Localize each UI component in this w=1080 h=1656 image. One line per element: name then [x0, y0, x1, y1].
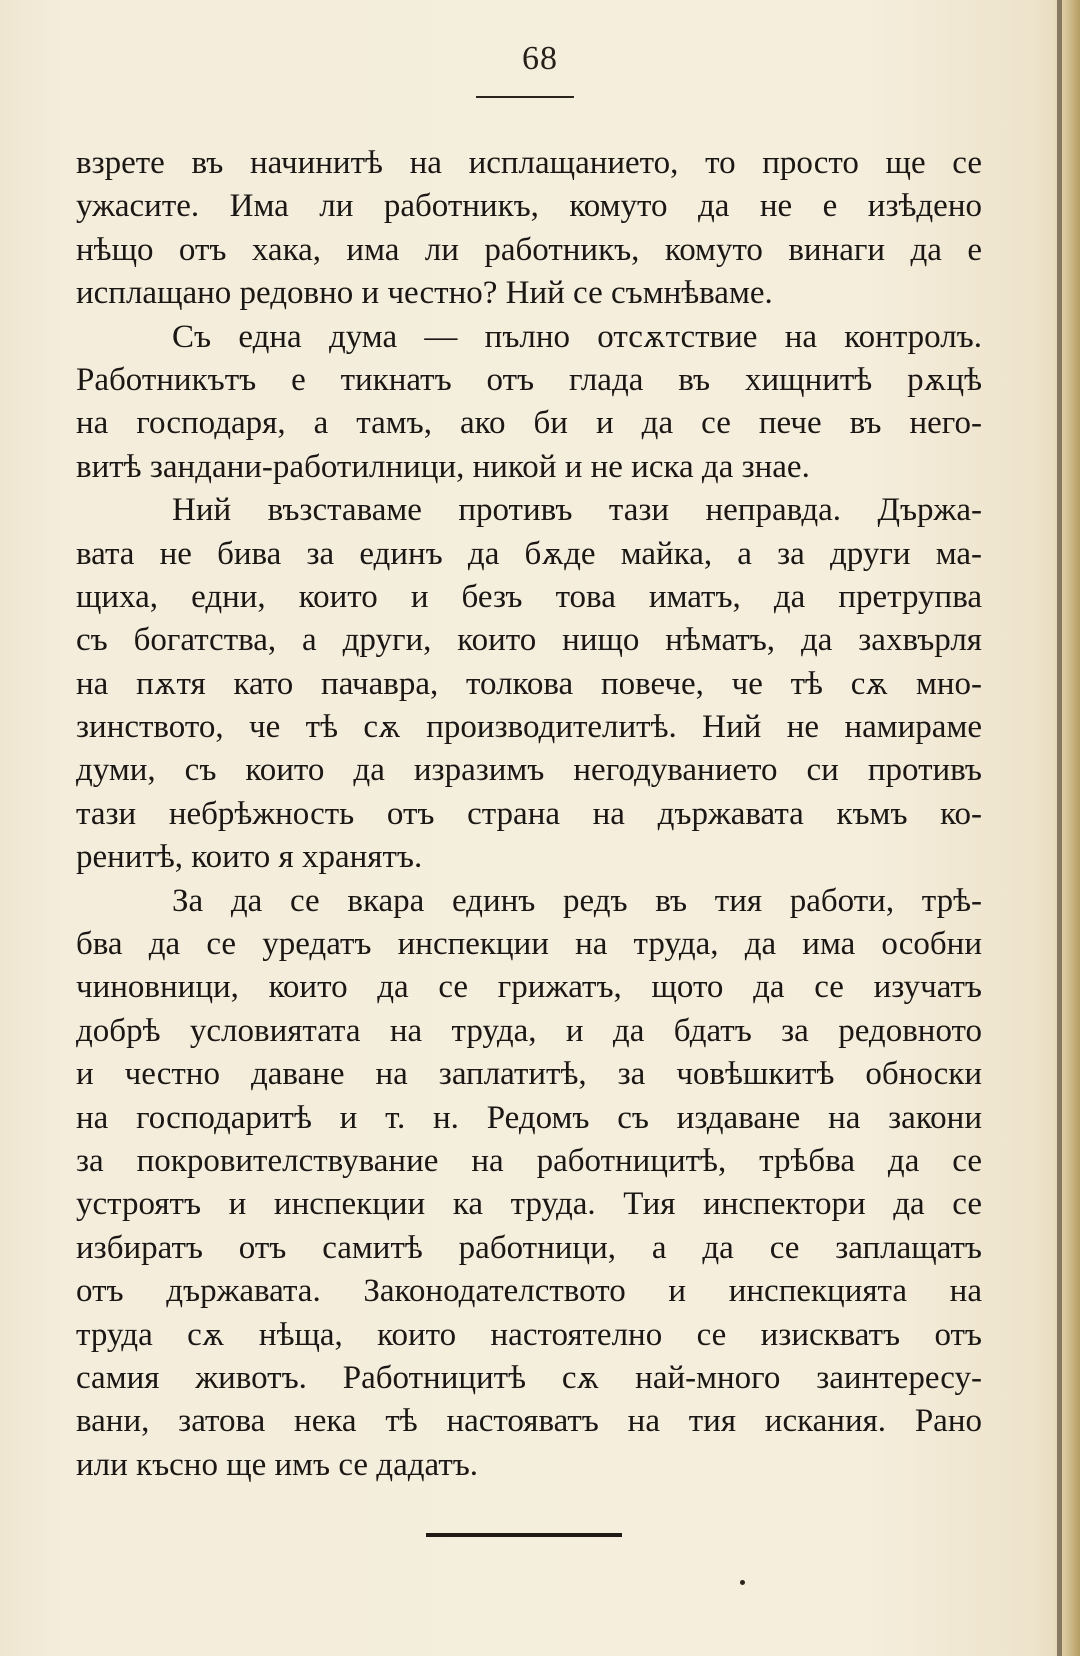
text-line: Ний възставаме противъ тази неправда. Държа-	[172, 492, 982, 529]
paragraph	[76, 142, 982, 316]
text-line: Съ една дума — пълно отсѫтствие на контролъ.	[172, 318, 982, 355]
paragraph	[76, 880, 982, 1487]
text-line: взрете въ начинитѣ на исплащанието, то просто ще се	[76, 145, 982, 181]
end-rule	[426, 1533, 622, 1537]
page-edge-shadow	[1057, 0, 1062, 1656]
text-line: съ богатства, а други, които нищо нѣматъ, да захвърля	[76, 622, 982, 659]
text-line: исплащано редовно и честно? Ний се съмнѣваме.	[76, 275, 773, 312]
text-line: ренитѣ, които я хранятъ.	[76, 839, 423, 876]
text-line: Работникътъ е тикнатъ отъ глада въ хищнитѣ рѫцѣ	[76, 361, 982, 398]
page-number: 68	[522, 40, 558, 77]
text-line: вата не бива за единъ да бѫде майка, а за други ма-	[76, 535, 982, 572]
text-line: вани, затова нека тѣ настояватъ на тия искания. Рано	[76, 1403, 982, 1440]
text-line: на господаритѣ и т. н. Редомъ съ издаване на закони	[76, 1099, 982, 1136]
text-line: зинството, че тѣ сѫ производителитѣ. Ний не намираме	[76, 709, 982, 746]
paragraph	[76, 489, 982, 880]
text-line: ужасите. Има ли работникъ, комуто да не е изѣдено	[76, 188, 982, 225]
text-line: на пѫтя като пачавра, толкова повече, че тѣ сѫ мно-	[76, 665, 982, 702]
text-line: избиратъ отъ самитѣ работници, а да се заплащатъ	[76, 1229, 982, 1266]
text-line: труда сѫ нѣща, които настоятелно се изискватъ отъ	[76, 1316, 982, 1353]
text-line: щиха, едни, които и безъ това иматъ, да претрупва	[76, 578, 982, 615]
page-number-rule	[476, 96, 574, 98]
text-line: чиновници, които да се грижатъ, щото да се изучатъ	[76, 969, 982, 1006]
text-line: добрѣ условиятата на труда, и да бдатъ за редовното	[76, 1012, 982, 1049]
text-line: тази небрѣжность отъ страна на държавата къмъ ко-	[76, 795, 982, 832]
text-line: и честно даване на заплатитѣ, за човѣшкитѣ обноски	[76, 1056, 982, 1093]
text-line: витѣ зандани-работилници, никой и не иска да знае.	[76, 448, 810, 485]
text-line: думи, съ които да изразимъ негодуванието си противъ	[76, 752, 982, 789]
text-line: бва да се уредатъ инспекции на труда, да има особни	[76, 926, 982, 963]
paragraph	[76, 316, 982, 490]
text-line: на господаря, а тамъ, ако би и да се пече въ него-	[76, 405, 982, 442]
text-line: за покровителствувание на работницитѣ, трѣбва да се	[76, 1142, 982, 1179]
text-line: самия животъ. Работницитѣ сѫ най-много заинтересу-	[76, 1359, 982, 1396]
text-line: нѣщо отъ хака, има ли работникъ, комуто винаги да е	[76, 231, 982, 268]
body-text	[76, 142, 982, 1487]
text-line: отъ държавата. Законодателството и инспекцията на	[76, 1273, 982, 1310]
ink-speck	[740, 1580, 745, 1585]
text-line: За да се вкара единъ редъ въ тия работи, трѣ-	[172, 882, 982, 919]
text-line: устроятъ и инспекции ка труда. Тия инспектори да се	[76, 1186, 982, 1223]
text-line: или късно ще имъ се дадатъ.	[76, 1446, 479, 1483]
